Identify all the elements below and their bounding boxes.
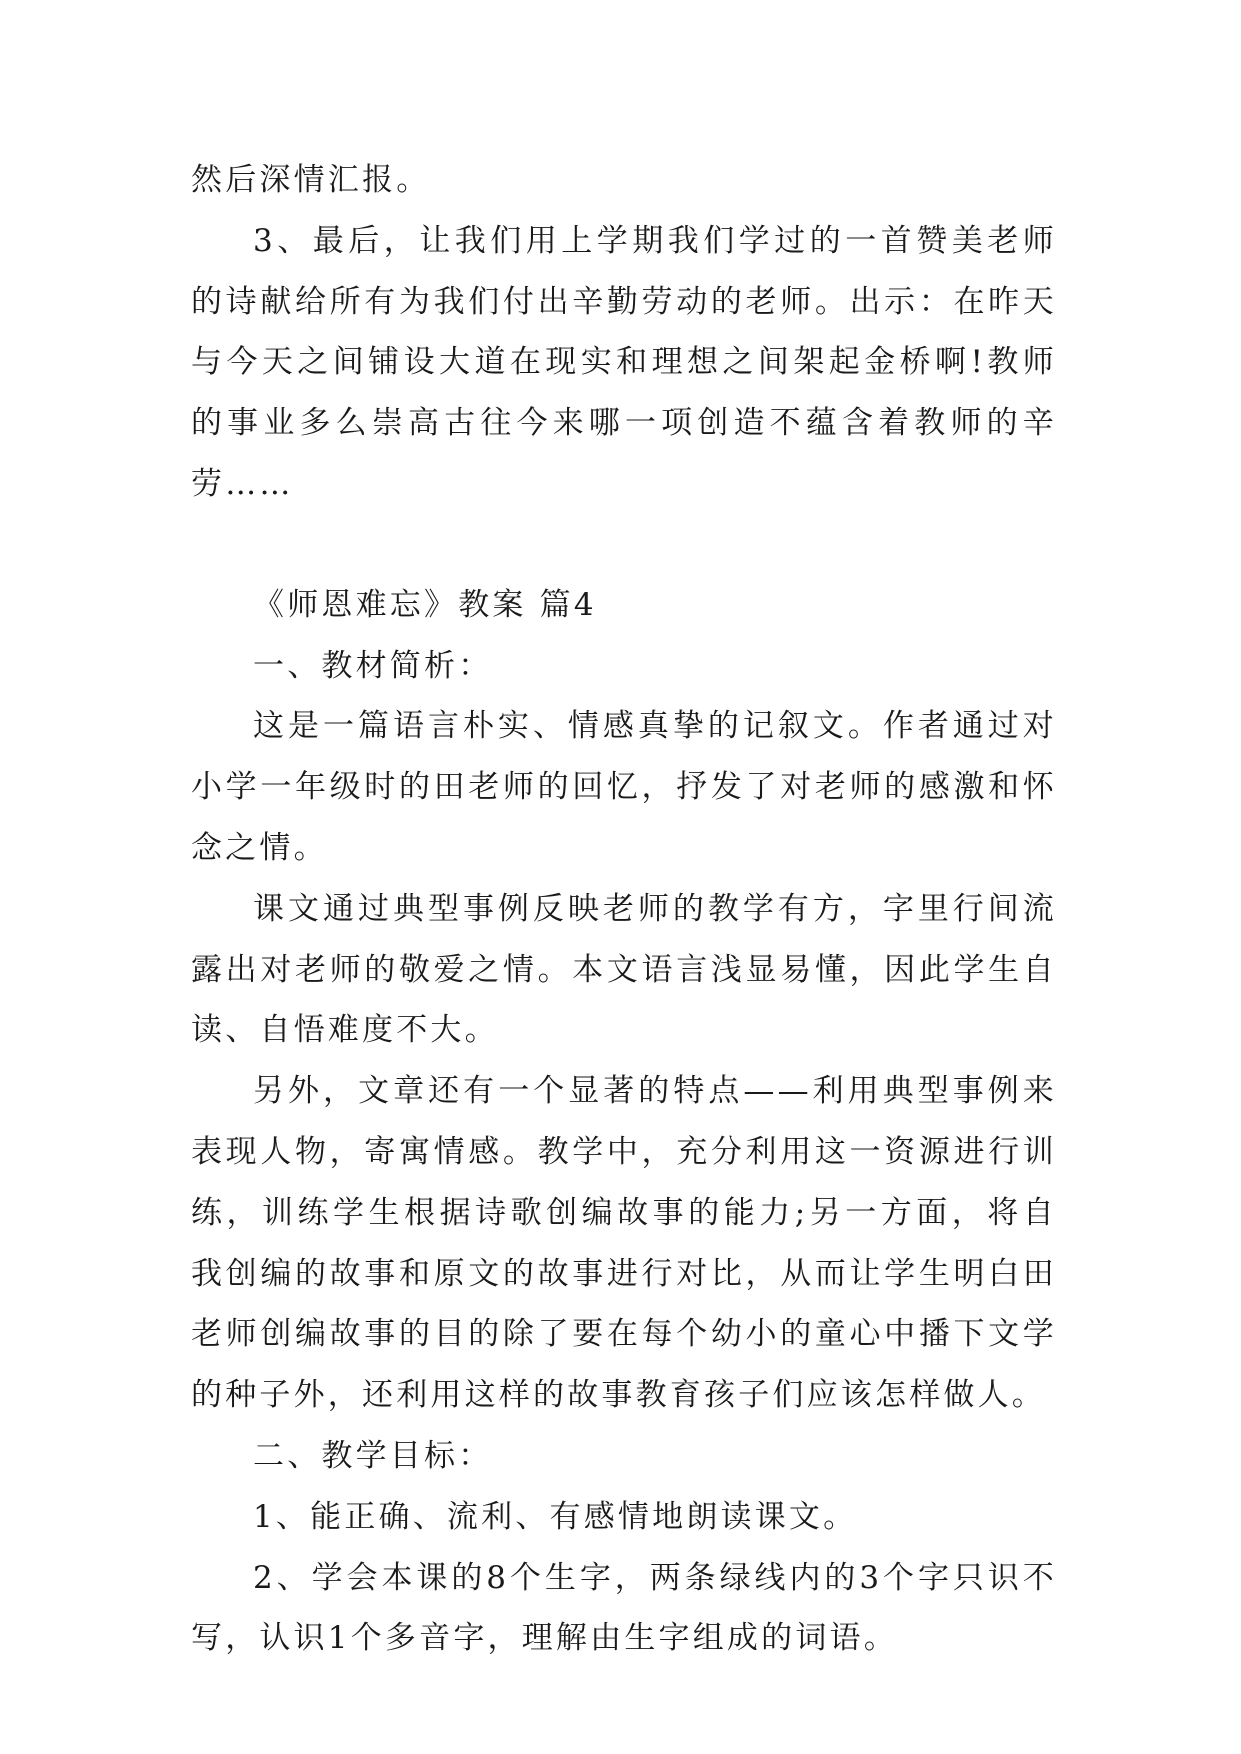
paragraph: 一、教材简析： <box>253 647 493 684</box>
document-body <box>191 150 1057 1669</box>
paragraph: 然后深情汇报。 <box>191 162 431 198</box>
paragraph: 3、最后，让我们用上学期我们学过的一首赞美老师的诗献给所有为我们付出辛勤劳动的老师。出示：在昨天与今天之间铺设大道在现实和理想之间架起金桥啊!教师的事业多么崇高古往今来哪一项创造不蕴含着教师的辛劳…… <box>191 222 1057 502</box>
paragraph: 课文通过典型事例反映老师的教学有方，字里行间流露出对老师的敬爱之情。本文语言浅显易懂，因此学生自读、自悟难度不大。 <box>191 890 1057 1049</box>
paragraph: 2、学会本课的8个生字，两条绿线内的3个字只识不写，认识1个多音字，理解由生字组成的词语。 <box>191 1559 1057 1657</box>
paragraph: 另外，文章还有一个显著的特点——利用典型事例来表现人物，寄寓情感。教学中，充分利用这一资源进行训练，训练学生根据诗歌创编故事的能力;另一方面，将自我创编的故事和原文的故事进行对比，从而让学生明白田老师创编故事的目的除了要在每个幼小的童心中播下文学的种子外，还利用这样的故事教育孩子们应该怎样做人。 <box>191 1073 1057 1414</box>
section-heading: 《师恩难忘》教案 篇4 <box>253 586 597 623</box>
paragraph: 这是一篇语言朴实、情感真挚的记叙文。作者通过对小学一年级时的田老师的回忆，抒发了对老师的感激和怀念之情。 <box>191 708 1057 866</box>
paragraph: 二、教学目标： <box>253 1437 493 1474</box>
paragraph: 1、能正确、流利、有感情地朗读课文。 <box>253 1498 858 1535</box>
